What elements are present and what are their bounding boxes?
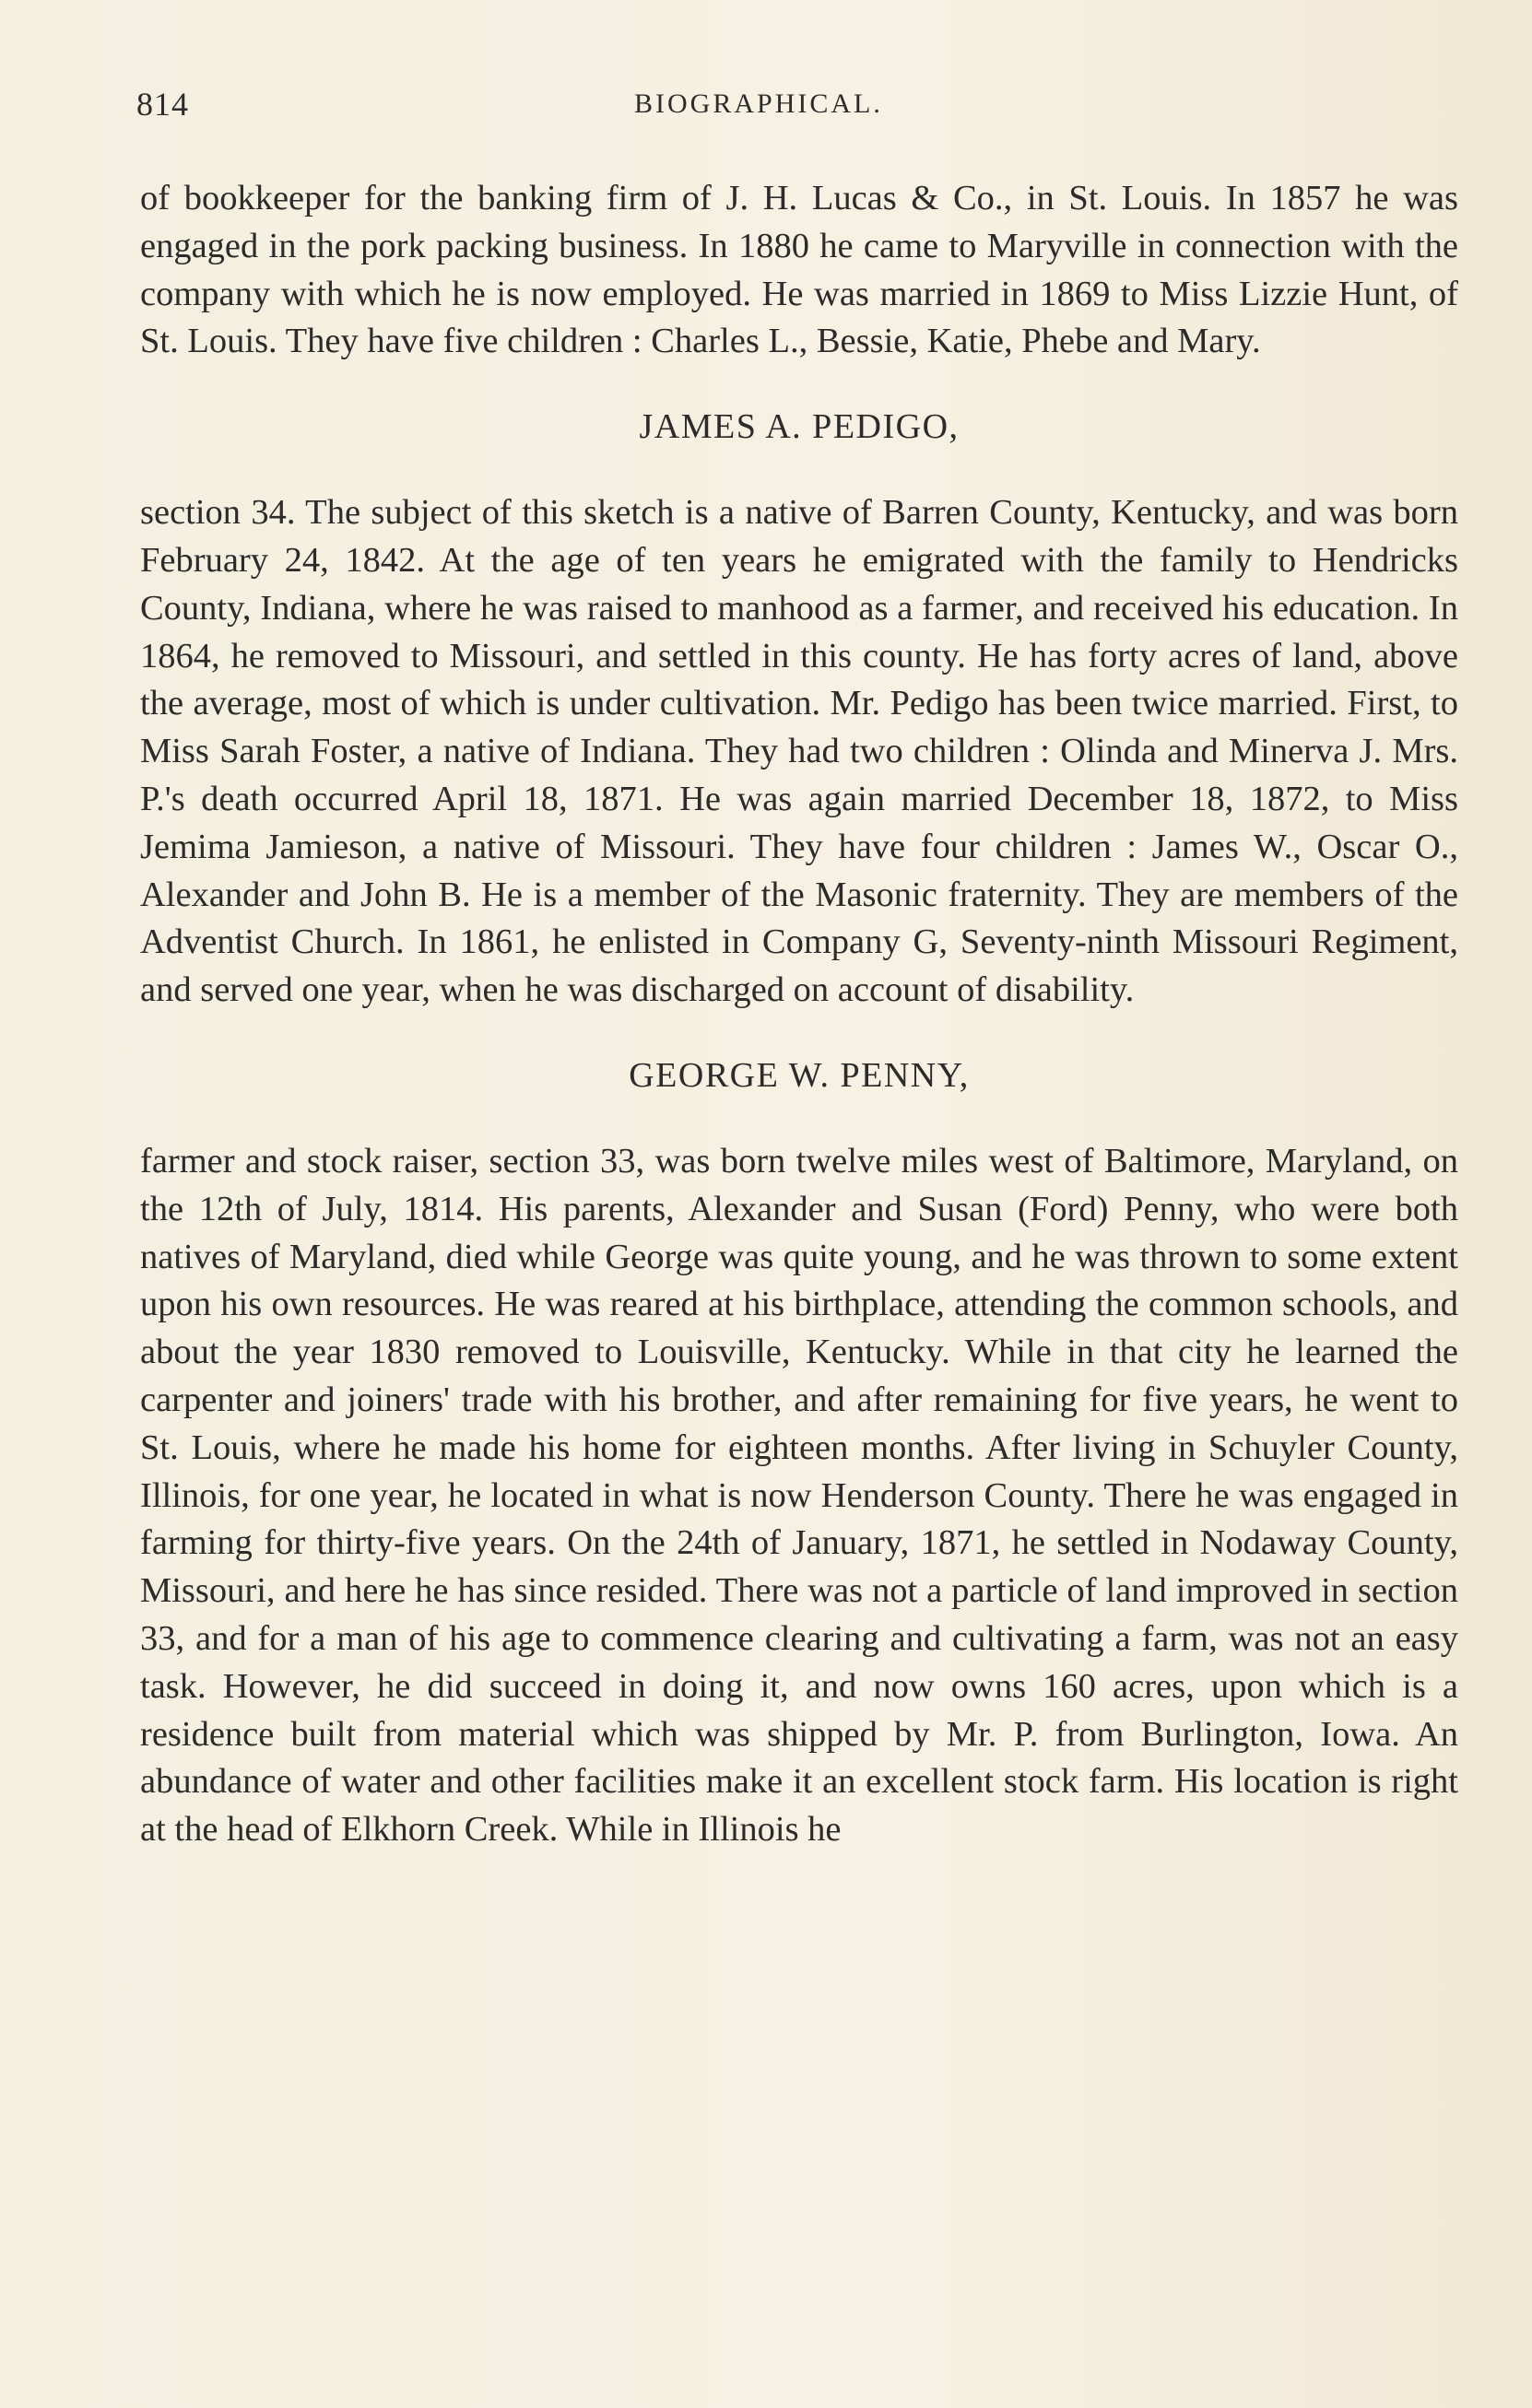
- pedigo-paragraph: section 34. The subject of this sketch is a native of Barren County, Kentucky, and was born February 24, 1842. At the age of ten years he emigrated with the family to Hendricks County, Indiana, where he was raised to manhood as a farmer, and received his education. In 1864, he removed to Missouri, and settled in this county. He has forty acres of land, above the average, most of which is under cultivation. Mr. Pedigo has been twice married. First, to Miss Sarah Foster, a native of Indiana. They had two children : Olinda and Minerva J. Mrs. P.'s death occurred April 18, 1871. He was again married December 18, 1872, to Miss Jemima Jamieson, a native of Missouri. They have four children : James W., Oscar O., Alexander and John B. He is a member of the Masonic fraternity. They are members of the Adventist Church. In 1861, he enlisted in Company G, Seventy-ninth Missouri Regiment, and served one year, when he was discharged on account of disability.: [140, 493, 1458, 1010]
- heading-james-a-pedigo: JAMES A. PEDIGO,: [639, 407, 960, 447]
- running-head: BIOGRAPHICAL.: [634, 88, 883, 119]
- page-header: [136, 85, 1464, 131]
- body-text: [140, 175, 1458, 1854]
- intro-paragraph: of bookkeeper for the banking firm of J. H. Lucas & Co., in St. Louis. In 1857 he was engaged in the pork packing business. In 1880 he came to Maryville in connection with the company with which he is now employed. He was married in 1869 to Miss Lizzie Hunt, of St. Louis. They have five children : Charles L., Bessie, Katie, Phebe and Mary.: [140, 179, 1458, 361]
- heading-george-w-penny: GEORGE W. PENNY,: [629, 1055, 970, 1095]
- page-number: 814: [136, 86, 189, 123]
- penny-paragraph: farmer and stock raiser, section 33, was born twelve miles west of Baltimore, Maryland, on the 12th of July, 1814. His parents, Alexander and Susan (Ford) Penny, who were both natives of Maryland, died while George was quite young, and he was thrown to some extent upon his own resources. He was reared at his birthplace, attending the common schools, and about the year 1830 removed to Louisville, Kentucky. While in that city he learned the carpenter and joiners' trade with his brother, and after remaining for five years, he went to St. Louis, where he made his home for eighteen months. After living in Schuyler County, Illinois, for one year, he located in what is now Henderson County. There he was engaged in farming for thirty-five years. On the 24th of January, 1871, he settled in Nodaway County, Missouri, and here he has since resided. There was not a particle of land improved in section 33, and for a man of his age to commence clearing and cultivating a farm, was not an easy task. However, he did succeed in doing it, and now owns 160 acres, upon which is a residence built from material which was shipped by Mr. P. from Burlington, Iowa. An abundance of water and other facilities make it an excellent stock farm. His location is right at the head of Elkhorn Creek. While in Illinois he: [140, 1141, 1458, 1850]
